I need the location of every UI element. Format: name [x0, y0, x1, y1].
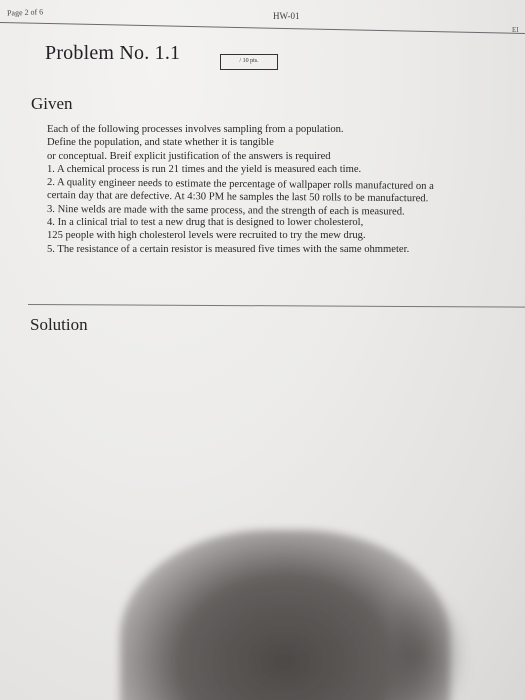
given-line: 3. Nine welds are made with the same process, and the strength of each is measured. — [46, 203, 405, 218]
problem-title: Problem No. 1.1 — [45, 42, 181, 64]
given-line: certain day that are defective. At 4:30 PM he samples the last 50 rolls to be manufactured. — [46, 190, 429, 205]
points-box: / 10 pts. — [220, 54, 278, 70]
given-text — [47, 123, 507, 256]
given-line: 125 people with high cholesterol levels were recruited to try the mew drug. — [47, 230, 366, 242]
given-line: 4. In a clinical trial to test a new drug that is designed to lower cholesterol, — [47, 217, 364, 229]
header-divider — [0, 22, 525, 34]
assignment-label: HW-01 — [273, 11, 300, 21]
given-line: Define the population, and state whether it is tangible — [47, 137, 274, 149]
given-line: 5. The resistance of a certain resistor is measured five times with the same ohmmeter. — [47, 243, 410, 255]
given-heading: Given — [31, 94, 73, 113]
given-line: Each of the following processes involves sampling from a population. — [47, 124, 344, 135]
solution-heading: Solution — [30, 315, 88, 334]
given-line: or conceptual. Breif explicit justification of the answers is required — [47, 150, 331, 162]
given-line: 2. A quality engineer needs to estimate the percentage of wallpaper rolls manufactured on a — [46, 177, 434, 193]
edge-mark: EI — [512, 26, 519, 34]
hand-shadow-edge — [395, 590, 465, 700]
given-line: 1. A chemical process is run 21 times and the yield is measured each time. — [47, 163, 362, 175]
section-divider — [28, 304, 525, 308]
page-number: Page 2 of 6 — [6, 7, 44, 18]
